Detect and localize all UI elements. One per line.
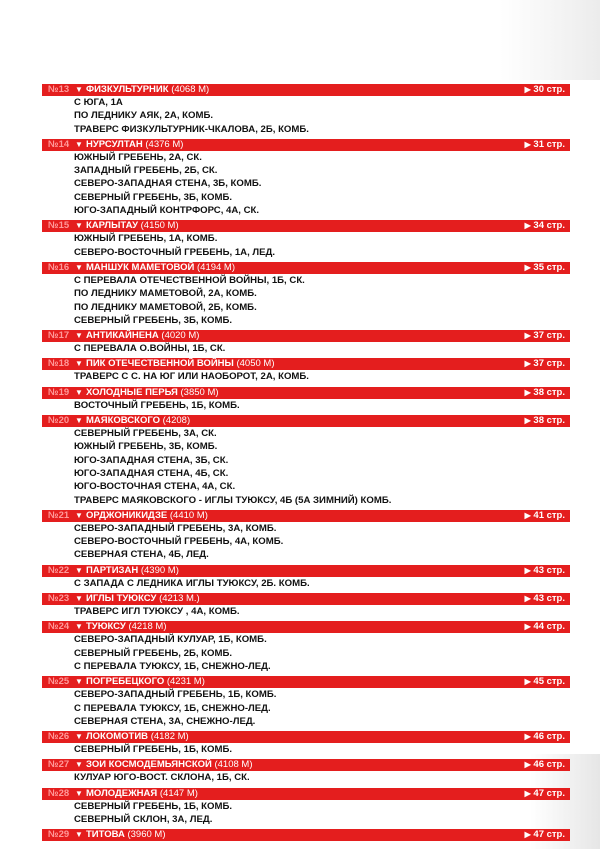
peak-header-bar[interactable]: [42, 510, 570, 522]
peak-title: [86, 139, 183, 151]
arrow-right-icon: ▶: [524, 85, 531, 94]
peak-name: ЛОКОМОТИВ: [86, 731, 149, 743]
triangle-down-icon: ▼: [75, 359, 83, 369]
peak-header-bar[interactable]: [42, 220, 570, 232]
route-line: ЮГО-ЗАПАДНАЯ СТЕНА, 3Б, СК.: [74, 454, 229, 466]
route-line: СЕВЕРО-ВОСТОЧНЫЙ ГРЕБЕНЬ, 1А, ЛЕД.: [74, 246, 276, 258]
arrow-right-icon: ▶: [524, 359, 531, 369]
peak-title: [86, 565, 179, 577]
peak-entry: [42, 262, 570, 327]
triangle-down-icon: ▼: [75, 594, 83, 604]
triangle-down-icon: ▼: [75, 760, 83, 770]
page-reference[interactable]: [525, 788, 565, 800]
page-number: 46 стр.: [533, 731, 565, 743]
page-number: 34 стр.: [533, 220, 565, 232]
peak-entry: [42, 358, 570, 383]
table-of-contents: [42, 84, 570, 844]
triangle-down-icon: ▼: [75, 732, 83, 742]
triangle-down-icon: ▼: [75, 510, 83, 520]
route-line: ПО ЛЕДНИКУ АЯК, 2А, КОМБ.: [74, 110, 214, 122]
peak-name: ХОЛОДНЫЕ ПЕРЬЯ: [86, 386, 178, 398]
arrow-right-icon: ▶: [524, 677, 531, 687]
peak-title: [86, 387, 219, 399]
peak-number: №23: [48, 593, 70, 605]
peak-entry: [42, 759, 570, 784]
page-number: 37 стр.: [533, 330, 565, 342]
peak-number: №27: [48, 759, 70, 771]
route-line: СЕВЕРНАЯ СТЕНА, 4Б, ЛЕД.: [74, 549, 209, 561]
page-number: 41 стр.: [533, 509, 565, 521]
peak-title: [86, 262, 235, 274]
peak-header-bar[interactable]: [42, 759, 570, 771]
route-line: ЗАПАДНЫЙ ГРЕБЕНЬ, 2Б, СК.: [74, 165, 218, 177]
peak-title: [86, 676, 205, 688]
route-line: ЮГО-ВОСТОЧНАЯ СТЕНА, 4А, СК.: [74, 481, 236, 493]
peak-height: (4390 М): [140, 564, 179, 576]
peak-height: (3850 М): [180, 386, 219, 398]
peak-entry: [42, 829, 570, 841]
arrow-right-icon: ▶: [524, 760, 531, 770]
page-number: 43 стр.: [533, 593, 565, 605]
peak-height: (4410 М): [169, 509, 208, 521]
triangle-down-icon: ▼: [75, 622, 83, 632]
peak-entry: [42, 510, 570, 562]
route-line: СЕВЕРНЫЙ ГРЕБЕНЬ, 2Б, КОМБ.: [74, 647, 233, 659]
route-line: СЕВЕРНЫЙ ГРЕБЕНЬ, 3Б, КОМБ.: [74, 191, 233, 203]
peak-entry: [42, 621, 570, 673]
page-reference[interactable]: [525, 387, 565, 399]
route-line: ТРАВЕРС МАЯКОВСКОГО - ИГЛЫ ТУЮКСУ, 4Б (5А ЗИМНИЙ) КОМБ.: [74, 494, 392, 506]
peak-height: (4194 М): [197, 261, 236, 273]
peak-header-bar[interactable]: [42, 84, 570, 96]
peak-entry: [42, 731, 570, 756]
page-reference[interactable]: [525, 759, 565, 771]
route-line: ТРАВЕРС ИГЛ ТУЮКСУ , 4А, КОМБ.: [74, 606, 240, 618]
route-line: СЕВЕРНЫЙ ГРЕБЕНЬ, 3Б, КОМБ.: [74, 314, 233, 326]
route-line: С ПЕРЕВАЛА О.ВОЙНЫ, 1Б, СК.: [74, 343, 226, 355]
route-line: СЕВЕРНЫЙ СКЛОН, 3А, ЛЕД.: [74, 813, 213, 825]
peak-title: [86, 759, 253, 771]
peak-height: (4231 М): [166, 676, 205, 688]
peak-number: №22: [48, 564, 70, 576]
peak-header-bar[interactable]: [42, 262, 570, 274]
page-shadow: [500, 0, 600, 80]
peak-name: ОРДЖОНИКИДЗЕ: [86, 509, 168, 521]
peak-title: [86, 358, 275, 370]
peak-name: ПАРТИЗАН: [86, 564, 139, 576]
peak-name: КАРЛЫТАУ: [86, 220, 138, 232]
peak-header-bar[interactable]: [42, 358, 570, 370]
peak-name: МАНШУК МАМЕТОВОЙ: [86, 261, 195, 273]
triangle-down-icon: ▼: [75, 85, 83, 94]
peak-header-bar[interactable]: [42, 330, 570, 342]
peak-entry: [42, 788, 570, 827]
page-number: 46 стр.: [533, 759, 565, 771]
route-line: С ПЕРЕВАЛА ТУЮКСУ, 1Б, СНЕЖНО-ЛЕД.: [74, 660, 271, 672]
peak-name: МОЛОДЕЖНАЯ: [86, 787, 158, 799]
route-line: ЮГО-ЗАПАДНЫЙ КОНТРФОРС, 4А, СК.: [74, 205, 260, 217]
page-reference[interactable]: [525, 621, 565, 633]
peak-title: [86, 593, 200, 605]
page-reference[interactable]: [525, 593, 565, 605]
peak-title: [86, 220, 179, 232]
peak-name: АНТИКАЙНЕНА: [86, 330, 159, 342]
triangle-down-icon: ▼: [75, 387, 83, 397]
page-number: 38 стр.: [533, 415, 565, 427]
page-number: 38 стр.: [533, 386, 565, 398]
peak-title: [86, 415, 190, 427]
peak-header-bar[interactable]: [42, 139, 570, 151]
route-line: СЕВЕРНЫЙ ГРЕБЕНЬ, 1Б, КОМБ.: [74, 800, 233, 812]
peak-number: №16: [48, 261, 70, 273]
route-line: СЕВЕРО-ЗАПАДНЫЙ КУЛУАР, 1Б, КОМБ.: [74, 634, 267, 646]
page-reference[interactable]: [525, 510, 565, 522]
peak-number: №13: [48, 84, 70, 95]
peak-header-bar[interactable]: [42, 565, 570, 577]
route-line: С ПЕРЕВАЛА ТУЮКСУ, 1Б, СНЕЖНО-ЛЕД.: [74, 702, 271, 714]
peak-height: (4068 М): [171, 84, 210, 95]
page-reference[interactable]: [525, 565, 565, 577]
page-number: 37 стр.: [533, 358, 565, 370]
peak-height: (4147 М): [159, 787, 198, 799]
peak-height: (3960 М): [127, 829, 166, 841]
route-line: СЕВЕРНЫЙ ГРЕБЕНЬ, 3А, СК.: [74, 428, 217, 440]
page-number: 47 стр.: [533, 787, 565, 799]
triangle-down-icon: ▼: [75, 565, 83, 575]
peak-number: №20: [48, 415, 70, 427]
peak-name: НУРСУЛТАН: [86, 138, 143, 150]
peak-header-bar[interactable]: [42, 788, 570, 800]
peak-number: №26: [48, 731, 70, 743]
peak-number: №25: [48, 676, 70, 688]
page-reference[interactable]: [525, 415, 565, 427]
arrow-right-icon: ▶: [524, 830, 531, 840]
peak-header-bar[interactable]: [42, 593, 570, 605]
triangle-down-icon: ▼: [75, 139, 83, 149]
page-number: 47 стр.: [533, 829, 565, 841]
peak-entry: [42, 387, 570, 412]
arrow-right-icon: ▶: [524, 139, 531, 149]
triangle-down-icon: ▼: [75, 221, 83, 231]
peak-height: (4376 М): [145, 138, 184, 150]
page-reference[interactable]: [525, 676, 565, 688]
arrow-right-icon: ▶: [524, 510, 531, 520]
peak-title: [86, 330, 199, 342]
peak-number: №29: [48, 829, 70, 841]
route-line: ПО ЛЕДНИКУ МАМЕТОВОЙ, 2Б, КОМБ.: [74, 301, 257, 313]
peak-entry: [42, 565, 570, 590]
route-line: С ЮГА, 1А: [74, 97, 123, 108]
peak-name: ЗОИ КОСМОДЕМЬЯНСКОЙ: [86, 759, 212, 771]
route-line: ТРАВЕРС ФИЗКУЛЬТУРНИК-ЧКАЛОВА, 2Б, КОМБ.: [74, 123, 309, 135]
peak-title: [86, 788, 198, 800]
peak-name: ТИТОВА: [86, 829, 125, 841]
peak-number: №21: [48, 509, 70, 521]
arrow-right-icon: ▶: [524, 788, 531, 798]
peak-height: (4182 М): [150, 731, 189, 743]
triangle-down-icon: ▼: [75, 677, 83, 687]
peak-entry: [42, 220, 570, 259]
peak-number: №15: [48, 220, 70, 232]
route-line: СЕВЕРО-ЗАПАДНЫЙ ГРЕБЕНЬ, 3А, КОМБ.: [74, 522, 277, 534]
peak-entry: [42, 139, 570, 217]
route-line: СЕВЕРО-ВОСТОЧНЫЙ ГРЕБЕНЬ, 4А, КОМБ.: [74, 536, 284, 548]
arrow-right-icon: ▶: [524, 262, 531, 272]
peak-title: [86, 510, 208, 522]
peak-height: (4150 М): [140, 220, 179, 232]
page-number: 30 стр.: [533, 84, 565, 95]
page-reference[interactable]: [525, 262, 565, 274]
triangle-down-icon: ▼: [75, 262, 83, 272]
peak-height: (4050 М): [236, 358, 275, 370]
peak-name: МАЯКОВСКОГО: [86, 415, 160, 427]
page-number: 45 стр.: [533, 676, 565, 688]
page-reference[interactable]: [525, 139, 565, 151]
peak-entry: [42, 330, 570, 355]
peak-header-bar[interactable]: [42, 829, 570, 841]
page-reference[interactable]: [525, 84, 565, 96]
peak-title: [86, 84, 209, 96]
arrow-right-icon: ▶: [524, 622, 531, 632]
peak-name: ПОГРЕБЕЦКОГО: [86, 676, 165, 688]
page-number: 35 стр.: [533, 261, 565, 273]
peak-height: (4208): [162, 415, 191, 427]
page-number: 44 стр.: [533, 621, 565, 633]
peak-name: ТУЮКСУ: [86, 621, 126, 633]
peak-height: (4020 М): [161, 330, 200, 342]
route-line: ЮЖНЫЙ ГРЕБЕНЬ, 1А, КОМБ.: [74, 233, 218, 245]
route-line: КУЛУАР ЮГО-ВОСТ. СКЛОНА, 1Б, СК.: [74, 772, 250, 784]
peak-header-bar[interactable]: [42, 731, 570, 743]
peak-height: (4108 М): [214, 759, 253, 771]
page-number: 43 стр.: [533, 564, 565, 576]
peak-number: №24: [48, 621, 70, 633]
arrow-right-icon: ▶: [524, 221, 531, 231]
peak-header-bar[interactable]: [42, 387, 570, 399]
arrow-right-icon: ▶: [524, 387, 531, 397]
peak-height: (4213 М.): [159, 593, 200, 605]
page-reference[interactable]: [525, 731, 565, 743]
route-line: ЮЖНЫЙ ГРЕБЕНЬ, 2А, СК.: [74, 151, 202, 163]
route-line: ЮЖНЫЙ ГРЕБЕНЬ, 3Б, КОМБ.: [74, 441, 218, 453]
peak-name: ПИК ОТЕЧЕСТВЕННОЙ ВОЙНЫ: [86, 358, 234, 370]
peak-number: №28: [48, 787, 70, 799]
page-reference[interactable]: [525, 330, 565, 342]
arrow-right-icon: ▶: [524, 565, 531, 575]
peak-title: [86, 621, 166, 633]
page-reference[interactable]: [525, 358, 565, 370]
peak-entry: [42, 84, 570, 136]
route-line: СЕВЕРНАЯ СТЕНА, 3А, СНЕЖНО-ЛЕД.: [74, 715, 256, 727]
peak-title: [86, 731, 189, 743]
route-line: ТРАВЕРС С С. НА ЮГ ИЛИ НАОБОРОТ, 2А, КОМБ.: [74, 371, 309, 383]
peak-number: №14: [48, 138, 70, 150]
peak-number: №18: [48, 358, 70, 370]
peak-title: [86, 829, 166, 841]
route-line: СЕВЕРО-ЗАПАДНАЯ СТЕНА, 3Б, КОМБ.: [74, 178, 262, 190]
peak-header-bar[interactable]: [42, 621, 570, 633]
peak-entry: [42, 593, 570, 618]
peak-height: (4218 М): [128, 621, 167, 633]
arrow-right-icon: ▶: [524, 331, 531, 341]
peak-entry: [42, 676, 570, 728]
route-line: С ПЕРЕВАЛА ОТЕЧЕСТВЕННОЙ ВОЙНЫ, 1Б, СК.: [74, 274, 305, 286]
arrow-right-icon: ▶: [524, 416, 531, 426]
route-line: ВОСТОЧНЫЙ ГРЕБЕНЬ, 1Б, КОМБ.: [74, 399, 240, 411]
route-line: СЕВЕРО-ЗАПАДНЫЙ ГРЕБЕНЬ, 1Б, КОМБ.: [74, 689, 277, 701]
peak-number: №19: [48, 386, 70, 398]
triangle-down-icon: ▼: [75, 331, 83, 341]
arrow-right-icon: ▶: [524, 732, 531, 742]
arrow-right-icon: ▶: [524, 594, 531, 604]
peak-header-bar[interactable]: [42, 676, 570, 688]
page-reference[interactable]: [525, 220, 565, 232]
route-line: ЮГО-ЗАПАДНАЯ СТЕНА, 4Б, СК.: [74, 467, 229, 479]
page-reference[interactable]: [525, 829, 565, 841]
route-line: С ЗАПАДА С ЛЕДНИКА ИГЛЫ ТУЮКСУ, 2Б. КОМБ.: [74, 577, 310, 589]
route-line: СЕВЕРНЫЙ ГРЕБЕНЬ, 1Б, КОМБ.: [74, 744, 233, 756]
triangle-down-icon: ▼: [75, 416, 83, 426]
page-number: 31 стр.: [533, 138, 565, 150]
peak-header-bar[interactable]: [42, 415, 570, 427]
peak-name: ИГЛЫ ТУЮКСУ: [86, 593, 157, 605]
triangle-down-icon: ▼: [75, 830, 83, 840]
route-line: ПО ЛЕДНИКУ МАМЕТОВОЙ, 2А, КОМБ.: [74, 288, 257, 300]
peak-entry: [42, 415, 570, 507]
peak-name: ФИЗКУЛЬТУРНИК: [86, 84, 169, 95]
peak-number: №17: [48, 330, 70, 342]
triangle-down-icon: ▼: [75, 788, 83, 798]
